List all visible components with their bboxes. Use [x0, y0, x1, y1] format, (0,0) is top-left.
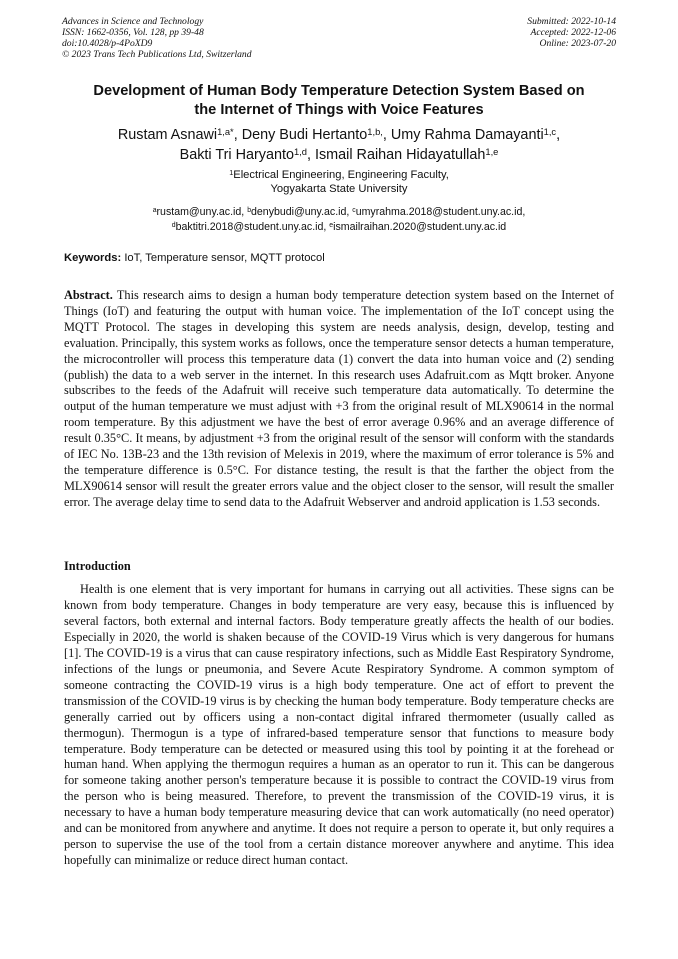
keywords-label: Keywords: [64, 252, 122, 264]
introduction-paragraph: Health is one element that is very important for humans in carrying out all activities. These signs can be known from body temperature. Changes in body temperature are very easy, because this is influenced by several factors, both external and internal factors. Body temperature greatly affects the health of our bodies. Especially in 2020, the world is shaken because of the COVID-19 Virus which is very dangerous for humans [1]. The COVID-19 is a virus that can cause respiratory infections, such as Middle East Respiratory Syndrome, infections of the lungs or pneumonia, and Severe Acute Respiratory Syndrome. A common symptom of someone contracting the COVID-19 virus is a high body temperature. One act of effort to prevent the transmission of the COVID-19 virus is by checking the human body temperature. Body temperature checks are generally carried out by officers using a non-contact digital infrared thermometer (usually called as thermogun). Thermogun is a type of infrared-based temperature sensor that functions to measure body temperature. Body temperature can be detected or measured using this tool by pointing it at the forehead or human hand. When applying the thermogun requires a human as an operator to run it. This can be dangerous for someone taking another person's temperature because it is possible to contract the COVID-19 virus from the person who is being measured. Therefore, to prevent the transmission of the COVID-19 virus, it is necessary to have a human body temperature measuring device that can work automatically (no need operator) and can be monitored from anywhere and anytime. It does not require a person to operate it, but only requires a person to supervise the use of the tool from a certain distance moreover anywhere and anytime. This idea hopefully can minimalize or reduce direct human contact. [64, 582, 614, 868]
paper-title [55, 82, 623, 120]
introduction-heading: Introduction [64, 559, 131, 573]
title-line-1: Development of Human Body Temperature Detection System Based on [93, 83, 585, 99]
email-marker: a [152, 206, 157, 214]
keywords [64, 252, 325, 264]
author-list: Rustam Asnawi$^{1,a*}$, Deny Budi Hertanto$^{1,b,}$, Umy Rahma Damayanti$^{1,c}$, Bakti Tri Haryanto$^{1,d}$, Ismail Raihan Hidayatullah$^{1,e}$ [117, 126, 561, 163]
email-link[interactable]: baktitri.2018@student.uny.ac.id, [175, 221, 327, 233]
author-marker: 1,a* [217, 126, 234, 137]
author-marker: 1,d [293, 146, 307, 157]
author-name: Deny Budi Hertanto [241, 127, 368, 143]
affiliation [55, 168, 623, 196]
author-name: Ismail Raihan Hidayatullah [314, 147, 486, 163]
affiliation-line-2: Yogyakarta State University [270, 183, 408, 195]
email-link[interactable]: ismailraihan.2020@student.uny.ac.id [333, 221, 507, 233]
abstract-label: Abstract. [64, 288, 113, 302]
affiliation-marker: 1 [229, 167, 234, 177]
keywords-text: IoT, Temperature sensor, MQTT protocol [124, 252, 325, 264]
email-marker: c [352, 206, 356, 214]
author-name: Umy Rahma Damayanti [390, 127, 544, 143]
journal-info [62, 16, 252, 60]
author-marker: 1,c [543, 126, 557, 137]
email-marker: b [247, 206, 252, 214]
author-marker: 1,b, [367, 126, 383, 137]
journal-name: Advances in Science and Technology [62, 16, 204, 27]
online-date: Online: 2023-07-20 [539, 38, 616, 49]
accepted-date: Accepted: 2022-12-06 [530, 27, 616, 38]
email-link[interactable]: denybudi@uny.ac.id, [251, 206, 350, 218]
email-marker: d [171, 221, 176, 229]
author-marker: 1,e [485, 146, 499, 157]
author-name: Bakti Tri Haryanto [179, 147, 294, 163]
submitted-date: Submitted: 2022-10-14 [527, 16, 616, 27]
abstract [64, 288, 614, 511]
doi-line[interactable]: doi:10.4028/p-4PoXD9 [62, 38, 153, 49]
dates-info [527, 16, 616, 49]
abstract-text: This research aims to design a human body temperature detection system based on the Internet of Things (IoT) and featuring the output with human voice. The implementation of the IoT concept using the MQTT Protocol. The stages in developing this system are needs analysis, design, develop, testing and evaluation. Principally, this system works as follows, once the temperature sensor detects a human temperature, the microcontroller will process this temperature data (1) convert the data into human voice and (2) sending (publish) the data to a web server in the internet. In this research uses Adafruit.com as Mqtt broker. Anyone subscribes to the feeds of the Adafruit will receive such temperature data automatically. To determine the output of the human temperature we must adjust with +3 from the original result of MLX90614 in the normal room temperature. By this adjustment we have the best of error average 0.96% and an average difference of result 0.35°C. It means, by adjustment +3 from the original result of the sensor will conform with the standards of IEC No. 13B-23 and the 13th revision of Melexis in 2019, where the maximum of error tolerance is 5% and the temperature difference is 0.5°C. For distance testing, the result is that the farther the object from the MLX90614 sensor will result the greater errors value and the object closer to the sensor, will result the smaller error. The average delay time to send data to the Adafruit Webserver and android application is 1.53 seconds. [64, 288, 614, 509]
email-marker: e [329, 221, 334, 229]
email-link[interactable]: umyrahma.2018@student.uny.ac.id, [355, 206, 526, 218]
copyright-line: © 2023 Trans Tech Publications Ltd, Switzerland [62, 49, 252, 60]
affiliation-line-1: Electrical Engineering, Engineering Faculty, [233, 169, 449, 181]
title-line-2: the Internet of Things with Voice Features [194, 102, 484, 118]
issn-line: ISSN: 1662-0356, Vol. 128, pp 39-48 [62, 27, 204, 38]
author-name: Rustam Asnawi [117, 127, 218, 143]
email-link[interactable]: rustam@uny.ac.id, [156, 206, 245, 218]
email-list [55, 205, 623, 235]
